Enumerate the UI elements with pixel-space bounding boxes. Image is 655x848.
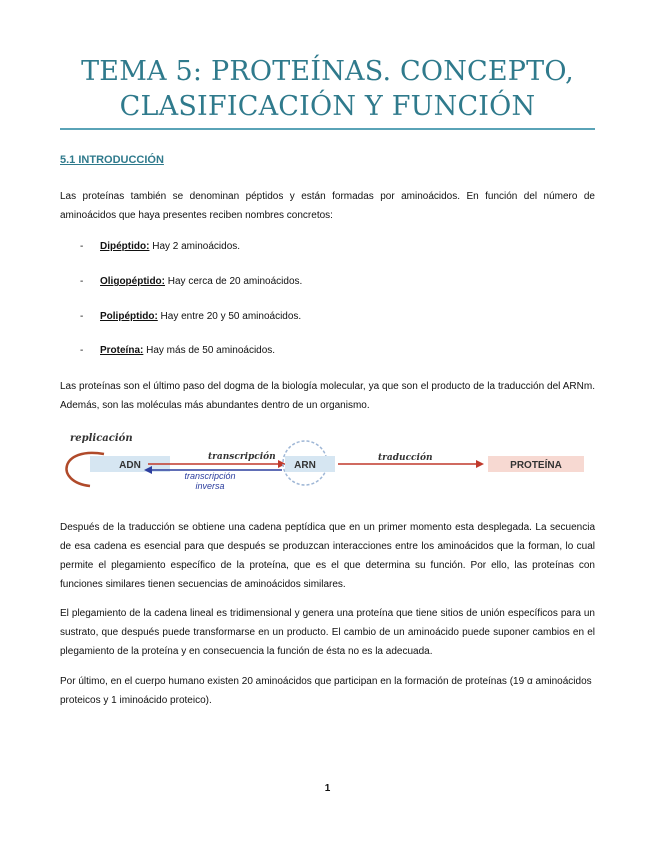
list-item [80,240,240,254]
title-line-1: TEMA 5: PROTEÍNAS. CONCEPTO, [81,56,574,87]
central-dogma-diagram [60,426,600,496]
reverse-transcription-label-2: inversa [195,481,225,491]
dna-label: ADN [119,460,141,471]
list-dash: - [80,311,84,322]
transcription-label: transcripción [208,452,276,462]
list-text: Hay cerca de 20 aminoácidos. [165,276,303,287]
transcription-arrowhead [278,460,286,468]
list-item [80,344,275,358]
section-heading: 5.1 INTRODUCCIÓN [60,154,164,166]
folding-paragraph-2: El plegamiento de la cadena lineal es tridimensional y genera una proteína que tiene sitios de unión específicos para un sustrato, que después puede transformarse en un producto. El cambio de un aminoácido puede suponer cambios en el plegamiento de la proteína y en consecuencia la función de ésta no es la adecuada. [60,608,595,657]
list-dash: - [80,345,84,356]
list-term: Polipéptido: [100,311,158,322]
translation-arrowhead [476,460,484,468]
list-text: Hay más de 50 aminoácidos. [143,345,276,356]
list-dash: - [80,241,84,252]
list-term: Proteína: [100,345,144,356]
final-paragraph: Por último, en el cuerpo humano existen 20 aminoácidos que participan en la formación de proteínas (19 α aminoácidos proteicos y 1 iminoácido proteico). [60,676,592,706]
title-line-2: CLASIFICACIÓN Y FUNCIÓN [119,91,536,122]
list-text: Hay entre 20 y 50 aminoácidos. [157,311,302,322]
list-term: Dipéptido: [100,241,150,252]
list-term: Oligopéptido: [100,276,165,287]
list-dash: - [80,276,84,287]
page-title [60,54,595,124]
list-item [80,275,302,289]
folding-paragraph-1: Después de la traducción se obtiene una cadena peptídica que en un primer momento esta desplegada. La secuencia de esa cadena es esencial para que después se produzcan interacciones entre los aminoácidos que la forman, lo cual permite el plegamiento específico de la proteína, que es el que determina su función. Por ello, las proteínas con funciones similares tienen secuencias de aminoácidos similares. [60,522,595,590]
page-number: 1 [324,783,331,794]
list-item [80,310,301,324]
replication-label: replicación [70,433,133,444]
list-text: Hay 2 aminoácidos. [149,241,241,252]
reverse-transcription-label-1: transcripción [184,471,236,481]
dogma-paragraph: Las proteínas son el último paso del dogma de la biología molecular, ya que son el producto de la traducción del ARNm. Además, son las moléculas más abundantes dentro de un organismo. [60,381,595,411]
rna-label: ARN [294,460,316,471]
title-underline [60,128,595,130]
protein-label: PROTEÍNA [510,460,562,471]
translation-label: traducción [378,453,433,463]
intro-paragraph: Las proteínas también se denominan péptidos y están formadas por aminoácidos. En función del número de aminoácidos que haya presentes reciben nombres concretos: [60,191,595,221]
